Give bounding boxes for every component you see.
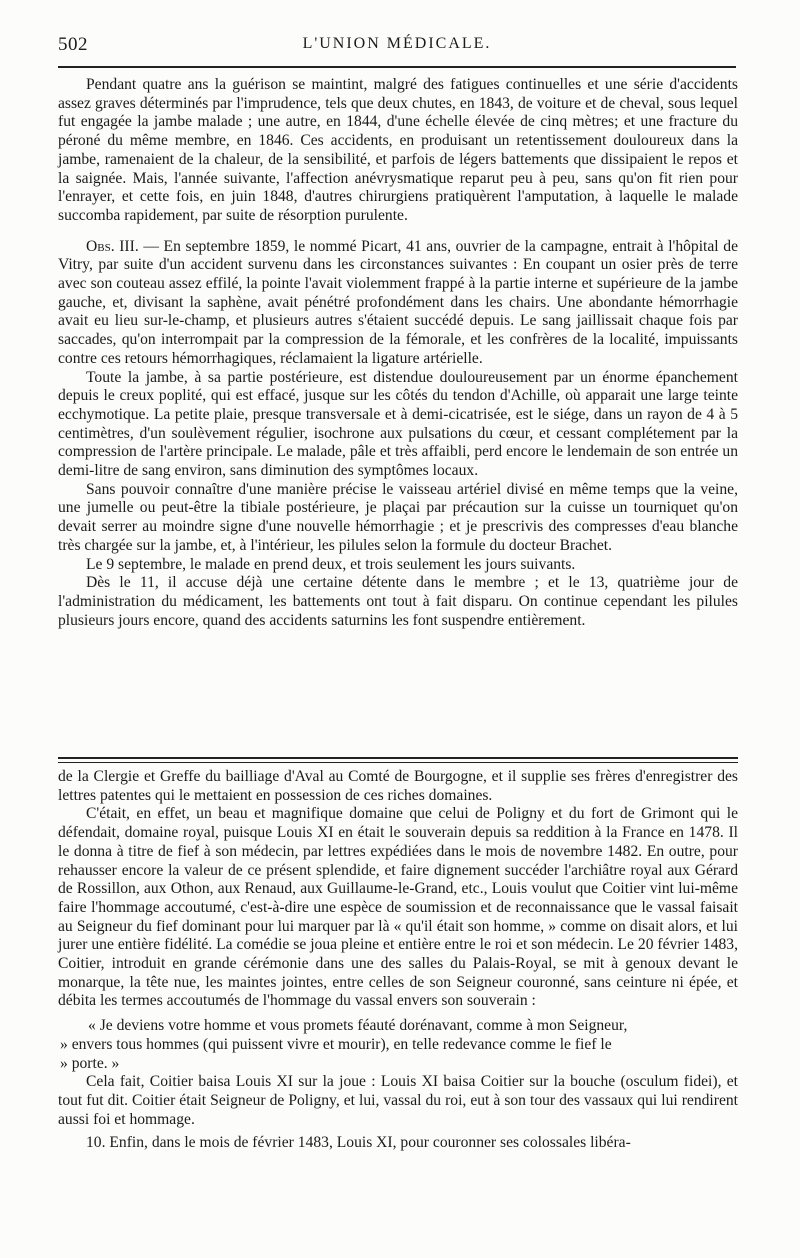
page-number: 502 bbox=[58, 34, 88, 55]
paragraph: Pendant quatre ans la guérison se maintint, malgré des fatigues continuelles et une série d'accidents assez graves déterminés par l'imprudence, tels que deux chutes, en 1843, de voiture et de cheval, sous lequel fut engagée la jambe malade ; une autre, en 1844, d'une échelle élevée de cinq mètres; et une fracture du péroné du même membre, en 1846. Ces accidents, en produisant un retentissement douloureux dans la jambe, ramenaient de la chaleur, de la sensibilité, et parfois de légers battements que dissipaient le repos et la saignée. Mais, l'année suivante, l'affection anévrysmatique reparut peu à peu, sans qu'on fit rien pour l'enrayer, et cette fois, en juin 1848, d'autres chirurgiens pratiquèrent l'amputation, à laquelle le malade succomba rapidement, par suite de résorption purulente. bbox=[58, 76, 738, 224]
paragraph: Toute la jambe, à sa partie postérieure, est distendue douloureusement par un énorme épanchement depuis le creux poplité, qui est effacé, jusque sur les côtés du tendon d'Achille, où apparait une large teinte ecchymotique. La petite plaie, presque transversale et à demi-cicatrisée, est le siége, dans un rayon de 4 à 5 centimètres, d'un soulèvement régulier, isochrone aux pulsations du cœur, et cessant complétement par la compression de l'artère principale. Le malade, pâle et très affaibli, perd encore le lendemain de son entrée un demi-litre de sang environ, sans diminution des symptômes locaux. bbox=[58, 368, 738, 480]
paragraph-observation bbox=[58, 238, 738, 369]
section-divider bbox=[58, 757, 738, 763]
paragraph: de la Clergie et Greffe du bailliage d'Aval au Comté de Bourgogne, et il supplie ses frères d'enregistrer des lettres patentes qui le mettaient en possession de ces riches domaines. bbox=[58, 768, 738, 804]
quote-line: » envers tous hommes (qui puissent vivre et mourir), en telle redevance comme le fief le bbox=[60, 1035, 612, 1053]
header-rule bbox=[58, 66, 736, 68]
page-header bbox=[58, 34, 736, 58]
oath-quote bbox=[58, 1017, 738, 1073]
quote-line: » porte. » bbox=[60, 1054, 120, 1072]
running-title: L'UNION MÉDICALE. bbox=[302, 35, 492, 52]
paragraph: Le 9 septembre, le malade en prend deux, et trois seulement les jours suivants. bbox=[86, 555, 576, 573]
paragraph: 10. Enfin, dans le mois de février 1483, Louis XI, pour couronner ses colossales libéra- bbox=[86, 1134, 631, 1152]
observation-label: Obs. III. bbox=[86, 237, 139, 255]
feuilleton-article bbox=[58, 768, 738, 1153]
paragraph: C'était, en effet, un beau et magnifique domaine que celui de Poligny et du fort de Grimont qui le défendait, domaine royal, puisque Louis XI en était le souverain depuis sa reddition à la France en 1478. Il le donna à titre de fief à son médecin, par lettres expédiées dans le mois de novembre 1482. En outre, pour rehausser encore la valeur de ce présent splendide, et faire dignement succéder l'archiâtre royal aux Gérard de Rossillon, aux Othon, aux Renaud, aux Guillaume-le-Grand, etc., Louis voulut que Coitier vint lui-même faire l'hommage accoutumé, c'est-à-dire une espèce de soumission et de reconnaissance que le vassal faisait au Seigneur du fief dominant pour lui marquer par là « qu'il était son homme, » comme on disait alors, et lui jurer une entière fidélité. La comédie se joua pleine et entière entre le roi et son médecin. Le 20 février 1483, Coitier, introduit en grande cérémonie dans une des salles du Palais-Royal, se mit à genoux devant le monarque, la tête nue, les maintes jointes, entre celles de son Seigneur couronné, sans ceinture ni épée, et débita les termes accoutumés de l'hommage du vassal envers son souverain : bbox=[58, 805, 738, 1010]
paragraph: Cela fait, Coitier baisa Louis XI sur la joue : Louis XI baisa Coitier sur la bouche (osculum fidei), et tout fut dit. Coitier était Seigneur de Poligny, et lui, vassal du roi, eut à son tour des vassaux qui lui rendirent aussi foi et hommage. bbox=[58, 1073, 738, 1128]
upper-article bbox=[58, 76, 738, 630]
observation-text: — En septembre 1859, le nommé Picart, 41 ans, ouvrier de la campagne, entrait à l'hôpital de Vitry, par suite d'un accident survenu dans les circonstances suivantes : En coupant un osier près de terre avec son couteau assez effilé, la pointe l'avait violemment frappé à la partie interne et supérieure de la jambe gauche, et, divisant la saphène, avait pénétré profondément dans les chairs. Une abondante hémorrhagie avait eu lieu sur-le-champ, et plusieurs autres s'étaient succédé depuis. Le sang jaillissait chaque fois par saccades, qu'on interrompait par la compression de la fémorale, et les confrères de la localité, impuissants contre ces retours hémorrhagiques, réclamaient la ligature artérielle. bbox=[58, 237, 738, 367]
paragraph: Sans pouvoir connaître d'une manière précise le vaisseau artériel divisé en même temps que la veine, une jumelle ou peut-être la tibiale postérieure, je plaçai par précaution sur la cuisse un tourniquet qu'on devait serrer au moindre signe d'une nouvelle hémorrhagie ; et je prescrivis des compresses d'eau blanche très chargée sur la jambe, et, à l'intérieur, les pilules selon la formule du docteur Brachet. bbox=[58, 480, 738, 554]
paragraph: Dès le 11, il accuse déjà une certaine détente dans le membre ; et le 13, quatrième jour de l'administration du médicament, les battements ont tout à fait disparu. On continue cependant les pilules plusieurs jours encore, quand des accidents saturnins les font suspendre entièrement. bbox=[58, 574, 738, 629]
quote-line: « Je deviens votre homme et vous promets féauté dorénavant, comme à mon Seigneur, bbox=[88, 1017, 628, 1035]
